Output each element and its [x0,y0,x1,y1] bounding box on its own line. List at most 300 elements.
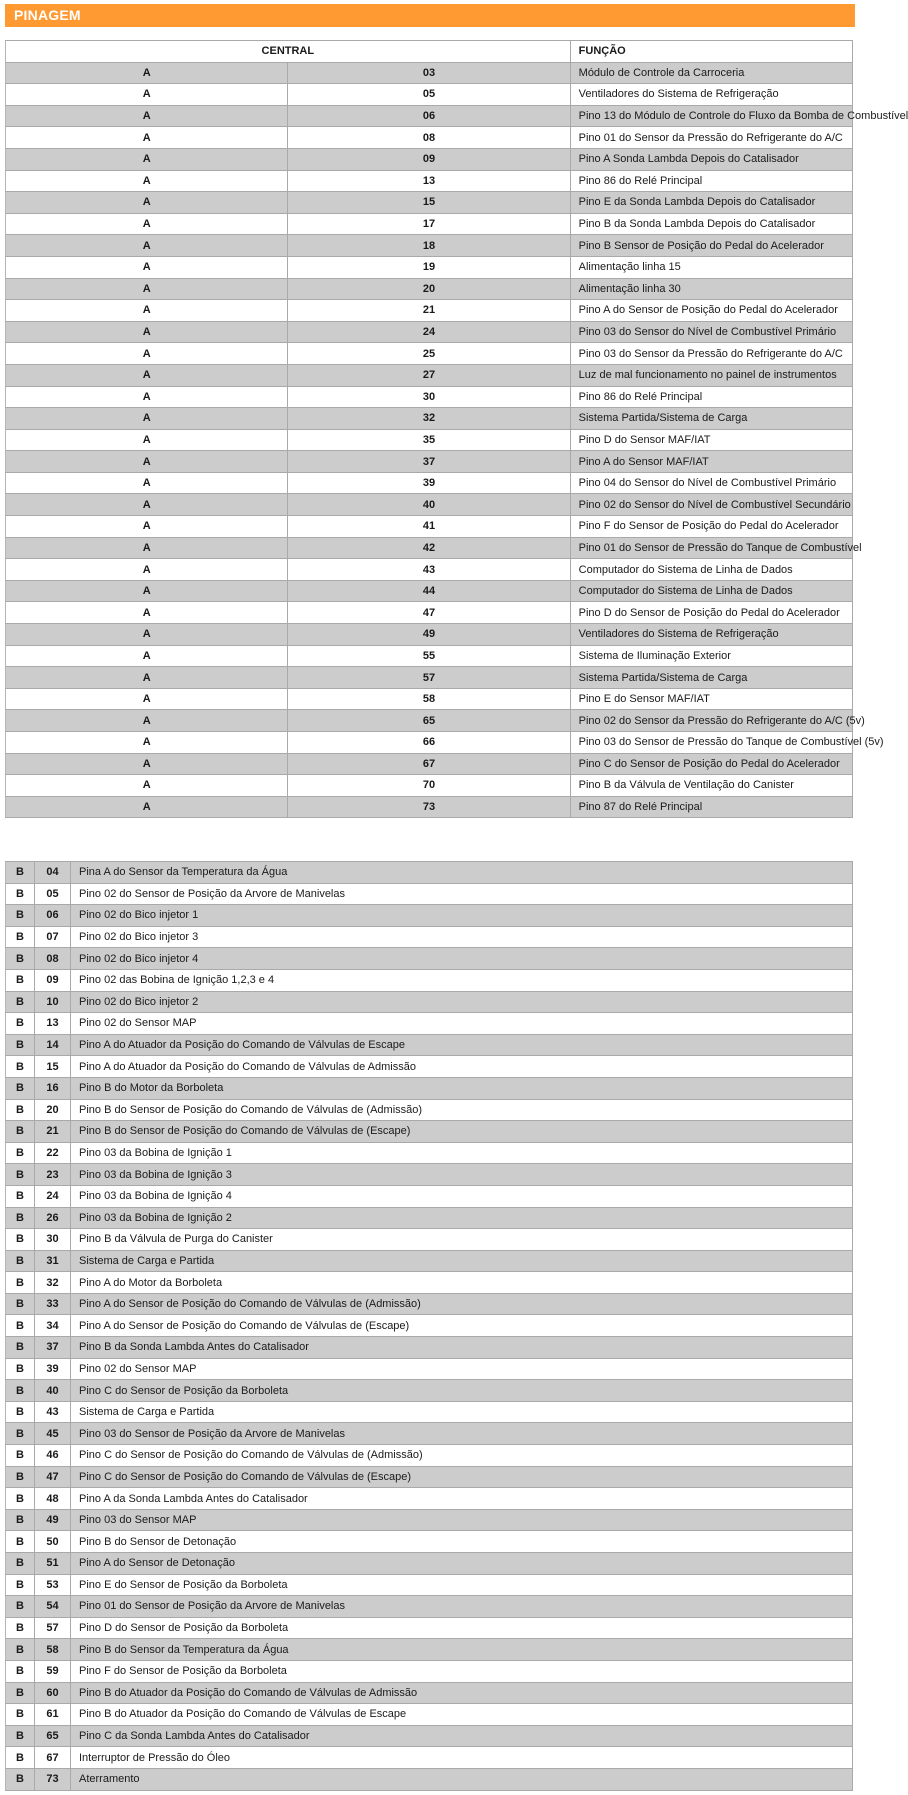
table-row [6,1639,853,1661]
cell-central: A [6,494,288,516]
cell-pin: 13 [288,170,570,192]
cell-pin: 26 [35,1207,71,1229]
cell-function: Pino B do Sensor de Posição do Comando de Válvulas de (Escape) [71,1121,853,1143]
cell-function: Pino E do Sensor de Posição da Borboleta [71,1574,853,1596]
table-row [6,1121,853,1143]
cell-central: A [6,775,288,797]
cell-central: A [6,451,288,473]
cell-pin: 23 [35,1164,71,1186]
cell-function: Pino 02 do Bico injetor 4 [71,948,853,970]
cell-pin: 57 [288,667,570,689]
table-row [6,537,853,559]
cell-pin: 39 [35,1358,71,1380]
cell-pin: 14 [35,1034,71,1056]
table-row [6,1725,853,1747]
table-header-row [6,41,853,63]
cell-function: Pino 03 da Bobina de Ignição 2 [71,1207,853,1229]
cell-function: Pino 02 do Sensor de Posição da Arvore de Manivelas [71,883,853,905]
cell-function: Pino B do Sensor de Detonação [71,1531,853,1553]
cell-pin: 10 [35,991,71,1013]
cell-function: Luz de mal funcionamento no painel de instrumentos [570,364,852,386]
cell-function: Aterramento [71,1768,853,1790]
cell-function: Pino D do Sensor de Posição da Borboleta [71,1617,853,1639]
cell-central: A [6,753,288,775]
table-row [6,472,853,494]
cell-pin: 32 [288,408,570,430]
cell-function: Alimentação linha 30 [570,278,852,300]
table-row [6,213,853,235]
cell-function: Pino 03 da Bobina de Ignição 1 [71,1142,853,1164]
cell-central: A [6,408,288,430]
table-row [6,170,853,192]
cell-central: A [6,645,288,667]
cell-central: B [6,1531,35,1553]
cell-pin: 27 [288,364,570,386]
cell-pin: 43 [288,559,570,581]
cell-central: B [6,1121,35,1143]
cell-function: Pino 02 das Bobina de Ignição 1,2,3 e 4 [71,969,853,991]
table-row [6,1337,853,1359]
cell-pin: 34 [35,1315,71,1337]
cell-central: B [6,948,35,970]
cell-pin: 61 [35,1704,71,1726]
table-row [6,710,853,732]
cell-pin: 22 [35,1142,71,1164]
pinout-table-b [5,861,853,1791]
table-row [6,559,853,581]
cell-function: Pino 02 do Bico injetor 1 [71,905,853,927]
table-row [6,235,853,257]
cell-central: A [6,256,288,278]
cell-central: B [6,1229,35,1251]
cell-function: Sistema Partida/Sistema de Carga [570,408,852,430]
table-row [6,1574,853,1596]
section-title: PINAGEM [14,7,81,23]
cell-pin: 67 [35,1747,71,1769]
table-row [6,645,853,667]
cell-central: B [6,1250,35,1272]
table-row [6,321,853,343]
cell-function: Pino 87 do Relé Principal [570,796,852,818]
cell-function: Pino D do Sensor de Posição do Pedal do Acelerador [570,602,852,624]
cell-function: Pino 03 do Sensor da Pressão do Refrigerante do A/C [570,343,852,365]
cell-function: Pino D do Sensor MAF/IAT [570,429,852,451]
cell-function: Computador do Sistema de Linha de Dados [570,559,852,581]
cell-pin: 57 [35,1617,71,1639]
cell-central: A [6,343,288,365]
cell-central: B [6,1725,35,1747]
cell-pin: 05 [288,84,570,106]
cell-pin: 54 [35,1596,71,1618]
cell-central: A [6,537,288,559]
cell-pin: 05 [35,883,71,905]
cell-central: B [6,1056,35,1078]
table-row [6,688,853,710]
cell-function: Pino 03 do Sensor de Pressão do Tanque de Combustível (5v) [570,732,852,754]
cell-pin: 43 [35,1401,71,1423]
cell-central: B [6,1660,35,1682]
table-row [6,1660,853,1682]
cell-function: Pino B do Sensor da Temperatura da Água [71,1639,853,1661]
cell-central: A [6,732,288,754]
table-row [6,1704,853,1726]
cell-function: Pino 04 do Sensor do Nível de Combustível Primário [570,472,852,494]
cell-central: B [6,1013,35,1035]
cell-function: Pino A do Sensor de Posição do Comando de Válvulas de (Admissão) [71,1293,853,1315]
cell-function: Pino C do Sensor de Posição do Pedal do Acelerador [570,753,852,775]
cell-pin: 17 [288,213,570,235]
cell-central: B [6,1445,35,1467]
cell-function: Pino 03 da Bobina de Ignição 3 [71,1164,853,1186]
table-row [6,1164,853,1186]
cell-central: B [6,905,35,927]
cell-pin: 51 [35,1553,71,1575]
cell-function: Pino A do Motor da Borboleta [71,1272,853,1294]
cell-central: B [6,1682,35,1704]
cell-pin: 40 [288,494,570,516]
cell-function: Sistema de Carga e Partida [71,1250,853,1272]
cell-function: Pino B do Atuador da Posição do Comando de Válvulas de Admissão [71,1682,853,1704]
cell-pin: 53 [35,1574,71,1596]
cell-central: B [6,1207,35,1229]
cell-central: B [6,1077,35,1099]
table-row [6,926,853,948]
cell-function: Pino 01 do Sensor de Posição da Arvore de Manivelas [71,1596,853,1618]
cell-function: Pino E da Sonda Lambda Depois do Catalisador [570,192,852,214]
header-funcao: FUNÇÃO [570,41,852,63]
cell-pin: 50 [35,1531,71,1553]
cell-central: A [6,559,288,581]
cell-pin: 55 [288,645,570,667]
cell-function: Pino C do Sensor de Posição do Comando de Válvulas de (Escape) [71,1466,853,1488]
cell-function: Pino B do Sensor de Posição do Comando de Válvulas de (Admissão) [71,1099,853,1121]
table-row [6,278,853,300]
table-row [6,62,853,84]
table-row [6,1466,853,1488]
cell-pin: 45 [35,1423,71,1445]
cell-pin: 60 [35,1682,71,1704]
cell-function: Sistema de Carga e Partida [71,1401,853,1423]
cell-central: A [6,278,288,300]
table-row [6,1250,853,1272]
table-row [6,796,853,818]
cell-central: B [6,1768,35,1790]
table-row [6,862,853,884]
cell-function: Pino 02 do Sensor MAP [71,1013,853,1035]
cell-central: B [6,1596,35,1618]
cell-central: A [6,364,288,386]
cell-function: Pino 02 do Sensor do Nível de Combustível Secundário [570,494,852,516]
table-row [6,1185,853,1207]
cell-central: B [6,1423,35,1445]
cell-pin: 08 [35,948,71,970]
cell-central: A [6,127,288,149]
cell-central: B [6,1315,35,1337]
cell-pin: 19 [288,256,570,278]
table-row [6,1768,853,1790]
cell-pin: 39 [288,472,570,494]
table-row [6,1142,853,1164]
cell-pin: 31 [35,1250,71,1272]
cell-pin: 04 [35,862,71,884]
cell-central: A [6,429,288,451]
cell-pin: 03 [288,62,570,84]
cell-pin: 13 [35,1013,71,1035]
cell-function: Pino 02 do Sensor da Pressão do Refrigerante do A/C (5v) [570,710,852,732]
cell-pin: 73 [35,1768,71,1790]
table-a-body [6,62,908,818]
cell-function: Computador do Sistema de Linha de Dados [570,580,852,602]
cell-pin: 49 [35,1509,71,1531]
cell-function: Pino 03 da Bobina de Ignição 4 [71,1185,853,1207]
cell-function: Pino C do Sensor de Posição do Comando de Válvulas de (Admissão) [71,1445,853,1467]
cell-pin: 58 [35,1639,71,1661]
cell-function: Pino A da Sonda Lambda Antes do Catalisador [71,1488,853,1510]
cell-pin: 70 [288,775,570,797]
table-row [6,1445,853,1467]
table-row [6,775,853,797]
cell-central: B [6,862,35,884]
cell-function: Pino B da Válvula de Purga do Canister [71,1229,853,1251]
table-row [6,1596,853,1618]
table-row [6,300,853,322]
cell-function: Pino 86 do Relé Principal [570,170,852,192]
cell-central: A [6,580,288,602]
cell-function: Módulo de Controle da Carroceria [570,62,852,84]
table-b-body [6,862,853,1791]
cell-function: Pino B Sensor de Posição do Pedal do Acelerador [570,235,852,257]
cell-pin: 44 [288,580,570,602]
cell-pin: 67 [288,753,570,775]
cell-central: B [6,1553,35,1575]
cell-central: B [6,991,35,1013]
cell-function: Pino A do Atuador da Posição do Comando de Válvulas de Admissão [71,1056,853,1078]
cell-central: A [6,105,288,127]
cell-pin: 25 [288,343,570,365]
cell-central: B [6,1380,35,1402]
cell-central: B [6,926,35,948]
cell-function: Pino 13 do Módulo de Controle do Fluxo da Bomba de Combustível [570,105,852,127]
table-row [6,343,853,365]
table-row [6,1315,853,1337]
table-row [6,969,853,991]
cell-pin: 20 [35,1099,71,1121]
cell-central: B [6,1337,35,1359]
cell-central: A [6,796,288,818]
cell-pin: 42 [288,537,570,559]
cell-central: B [6,1509,35,1531]
cell-function: Pino A Sonda Lambda Depois do Catalisador [570,148,852,170]
cell-pin: 37 [35,1337,71,1359]
cell-central: B [6,1704,35,1726]
cell-pin: 33 [35,1293,71,1315]
cell-function: Pino 03 do Sensor MAP [71,1509,853,1531]
cell-pin: 48 [35,1488,71,1510]
cell-pin: 35 [288,429,570,451]
cell-function: Pino E do Sensor MAF/IAT [570,688,852,710]
cell-pin: 46 [35,1445,71,1467]
cell-pin: 30 [288,386,570,408]
table-row [6,408,853,430]
table-row [6,1401,853,1423]
cell-pin: 66 [288,732,570,754]
table-row [6,1229,853,1251]
table-row [6,905,853,927]
cell-pin: 07 [35,926,71,948]
table-row [6,883,853,905]
table-row [6,1034,853,1056]
cell-function: Pino 02 do Bico injetor 3 [71,926,853,948]
table-row [6,991,853,1013]
cell-central: A [6,710,288,732]
table-row [6,602,853,624]
cell-central: A [6,472,288,494]
table-row [6,1358,853,1380]
cell-central: B [6,1164,35,1186]
cell-central: B [6,1185,35,1207]
cell-pin: 18 [288,235,570,257]
cell-pin: 73 [288,796,570,818]
cell-function: Pino B do Atuador da Posição do Comando de Válvulas de Escape [71,1704,853,1726]
table-row [6,753,853,775]
cell-function: Pina A do Sensor da Temperatura da Água [71,862,853,884]
cell-function: Pino A do Sensor MAF/IAT [570,451,852,473]
header-central: CENTRAL [6,41,571,63]
cell-function: Pino B da Sonda Lambda Depois do Catalisador [570,213,852,235]
cell-function: Pino 86 do Relé Principal [570,386,852,408]
cell-pin: 47 [35,1466,71,1488]
cell-central: B [6,883,35,905]
cell-pin: 47 [288,602,570,624]
table-row [6,1509,853,1531]
table-row [6,580,853,602]
cell-function: Sistema Partida/Sistema de Carga [570,667,852,689]
cell-pin: 09 [288,148,570,170]
cell-pin: 30 [35,1229,71,1251]
table-row [6,732,853,754]
cell-function: Pino B da Válvula de Ventilação do Canister [570,775,852,797]
cell-central: B [6,1466,35,1488]
cell-central: A [6,235,288,257]
table-row [6,84,853,106]
table-row [6,1488,853,1510]
table-row [6,1553,853,1575]
cell-function: Pino B da Sonda Lambda Antes do Catalisador [71,1337,853,1359]
cell-central: B [6,1401,35,1423]
cell-function: Pino 02 do Bico injetor 2 [71,991,853,1013]
table-row [6,256,853,278]
cell-pin: 24 [35,1185,71,1207]
cell-function: Pino 03 do Sensor de Posição da Arvore de Manivelas [71,1423,853,1445]
cell-function: Alimentação linha 15 [570,256,852,278]
cell-central: A [6,516,288,538]
cell-function: Pino A do Atuador da Posição do Comando de Válvulas de Escape [71,1034,853,1056]
table-row [6,386,853,408]
cell-central: B [6,1034,35,1056]
cell-pin: 16 [35,1077,71,1099]
cell-function: Sistema de Iluminação Exterior [570,645,852,667]
cell-central: A [6,300,288,322]
cell-pin: 58 [288,688,570,710]
table-row [6,364,853,386]
cell-pin: 21 [35,1121,71,1143]
cell-central: A [6,84,288,106]
cell-central: B [6,1488,35,1510]
cell-function: Ventiladores do Sistema de Refrigeração [570,624,852,646]
cell-pin: 37 [288,451,570,473]
table-row [6,148,853,170]
cell-pin: 24 [288,321,570,343]
cell-function: Interruptor de Pressão do Óleo [71,1747,853,1769]
table-row [6,451,853,473]
table-row [6,1207,853,1229]
cell-function: Pino A do Sensor de Posição do Comando de Válvulas de (Escape) [71,1315,853,1337]
cell-central: A [6,688,288,710]
cell-central: A [6,192,288,214]
cell-central: A [6,148,288,170]
cell-central: A [6,170,288,192]
cell-pin: 08 [288,127,570,149]
cell-function: Pino F do Sensor de Posição da Borboleta [71,1660,853,1682]
table-row [6,516,853,538]
cell-pin: 21 [288,300,570,322]
table-row [6,1682,853,1704]
table-row [6,1531,853,1553]
cell-central: A [6,624,288,646]
cell-central: B [6,1639,35,1661]
cell-central: B [6,1272,35,1294]
cell-central: A [6,602,288,624]
cell-central: A [6,213,288,235]
cell-function: Pino 02 do Sensor MAP [71,1358,853,1380]
cell-central: B [6,1099,35,1121]
cell-central: B [6,1293,35,1315]
cell-function: Pino 01 do Sensor da Pressão do Refrigerante do A/C [570,127,852,149]
cell-pin: 15 [35,1056,71,1078]
cell-function: Ventiladores do Sistema de Refrigeração [570,84,852,106]
cell-pin: 06 [288,105,570,127]
cell-pin: 59 [35,1660,71,1682]
cell-central: B [6,1617,35,1639]
table-row [6,667,853,689]
table-row [6,127,853,149]
table-row [6,1423,853,1445]
cell-central: B [6,969,35,991]
cell-central: B [6,1142,35,1164]
table-row [6,192,853,214]
cell-pin: 40 [35,1380,71,1402]
cell-function: Pino A do Sensor de Detonação [71,1553,853,1575]
section-title-bar [5,4,855,27]
table-row [6,624,853,646]
cell-central: A [6,62,288,84]
cell-pin: 09 [35,969,71,991]
cell-pin: 49 [288,624,570,646]
table-row [6,1077,853,1099]
cell-function: Pino 01 do Sensor de Pressão do Tanque de Combustível [570,537,852,559]
cell-central: B [6,1358,35,1380]
cell-central: B [6,1747,35,1769]
cell-function: Pino A do Sensor de Posição do Pedal do Acelerador [570,300,852,322]
table-row [6,1056,853,1078]
table-row [6,1617,853,1639]
cell-function: Pino F do Sensor de Posição do Pedal do Acelerador [570,516,852,538]
cell-central: A [6,386,288,408]
table-row [6,1380,853,1402]
cell-central: A [6,667,288,689]
table-row [6,1099,853,1121]
cell-pin: 15 [288,192,570,214]
